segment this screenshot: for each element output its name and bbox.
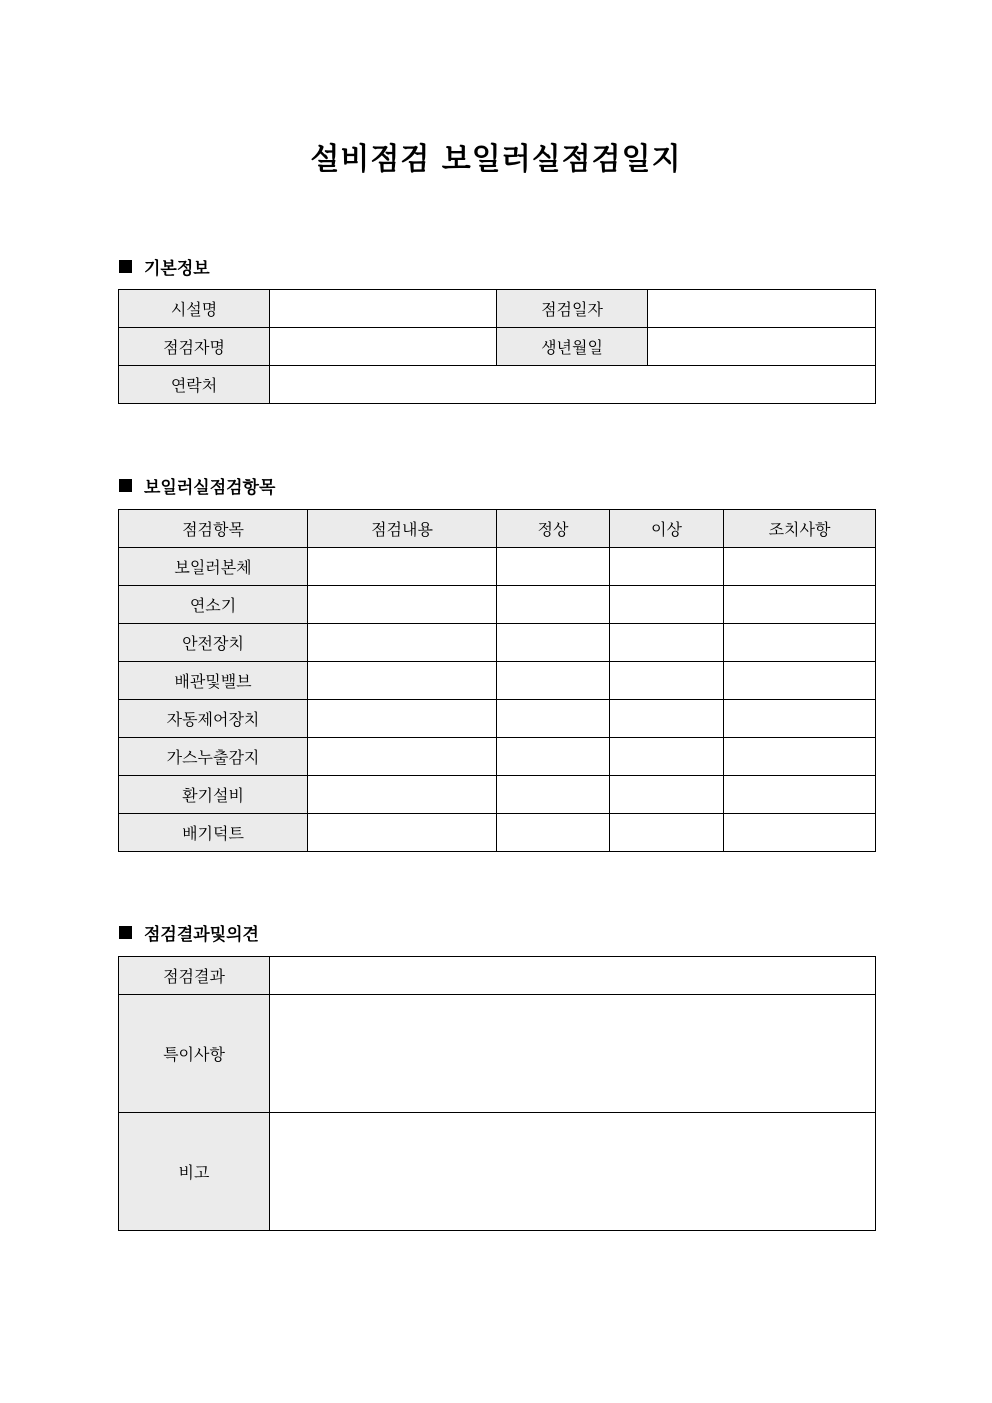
abnormal-cell[interactable] — [610, 776, 724, 814]
results-table — [118, 956, 876, 1231]
birth-date-field[interactable] — [648, 328, 876, 366]
square-bullet-icon — [119, 479, 132, 492]
square-bullet-icon — [119, 260, 132, 273]
content-cell[interactable] — [308, 624, 497, 662]
section-heading-results — [119, 920, 259, 945]
action-cell[interactable] — [724, 738, 876, 776]
result-field[interactable] — [270, 957, 876, 995]
normal-cell[interactable] — [497, 662, 610, 700]
row-label: 배관및밸브 — [119, 662, 308, 700]
table-row — [119, 662, 876, 700]
action-cell[interactable] — [724, 548, 876, 586]
remarks-field[interactable] — [270, 1113, 876, 1231]
inspection-date-label: 점검일자 — [497, 290, 648, 328]
row-label: 가스누출감지 — [119, 738, 308, 776]
section-heading-basic-info — [119, 254, 210, 279]
table-row — [119, 776, 876, 814]
table-row — [119, 957, 876, 995]
column-header-abnormal: 이상 — [610, 510, 724, 548]
abnormal-cell[interactable] — [610, 624, 724, 662]
content-cell[interactable] — [308, 738, 497, 776]
normal-cell[interactable] — [497, 738, 610, 776]
abnormal-cell[interactable] — [610, 700, 724, 738]
notes-label: 특이사항 — [119, 995, 270, 1113]
content-cell[interactable] — [308, 586, 497, 624]
table-row — [119, 366, 876, 404]
table-row — [119, 586, 876, 624]
inspector-name-field[interactable] — [270, 328, 497, 366]
table-row — [119, 814, 876, 852]
table-row — [119, 738, 876, 776]
action-cell[interactable] — [724, 586, 876, 624]
normal-cell[interactable] — [497, 814, 610, 852]
contact-field[interactable] — [270, 366, 876, 404]
page-title: 설비점검 보일러실점검일지 — [310, 142, 682, 177]
content-cell[interactable] — [308, 662, 497, 700]
column-header-item: 점검항목 — [119, 510, 308, 548]
inspector-name-label: 점검자명 — [119, 328, 270, 366]
contact-label: 연락처 — [119, 366, 270, 404]
table-row — [119, 290, 876, 328]
row-label: 연소기 — [119, 586, 308, 624]
section-heading-label: 점검결과및의견 — [144, 925, 259, 945]
table-header-row — [119, 510, 876, 548]
table-row — [119, 700, 876, 738]
row-label: 안전장치 — [119, 624, 308, 662]
inspection-items-table — [118, 509, 876, 852]
normal-cell[interactable] — [497, 776, 610, 814]
result-label: 점검결과 — [119, 957, 270, 995]
column-header-normal: 정상 — [497, 510, 610, 548]
column-header-content: 점검내용 — [308, 510, 497, 548]
content-cell[interactable] — [308, 814, 497, 852]
normal-cell[interactable] — [497, 548, 610, 586]
row-label: 환기설비 — [119, 776, 308, 814]
remarks-label: 비고 — [119, 1113, 270, 1231]
row-label: 배기덕트 — [119, 814, 308, 852]
row-label: 보일러본체 — [119, 548, 308, 586]
action-cell[interactable] — [724, 662, 876, 700]
section-heading-label: 보일러실점검항목 — [144, 478, 276, 498]
abnormal-cell[interactable] — [610, 738, 724, 776]
abnormal-cell[interactable] — [610, 586, 724, 624]
content-cell[interactable] — [308, 776, 497, 814]
table-row — [119, 1113, 876, 1231]
content-cell[interactable] — [308, 548, 497, 586]
section-heading-label: 기본정보 — [144, 259, 210, 279]
row-label: 자동제어장치 — [119, 700, 308, 738]
inspection-date-field[interactable] — [648, 290, 876, 328]
notes-field[interactable] — [270, 995, 876, 1113]
basic-info-table — [118, 289, 876, 404]
table-row — [119, 548, 876, 586]
normal-cell[interactable] — [497, 700, 610, 738]
content-cell[interactable] — [308, 700, 497, 738]
birth-date-label: 생년월일 — [497, 328, 648, 366]
action-cell[interactable] — [724, 624, 876, 662]
normal-cell[interactable] — [497, 586, 610, 624]
abnormal-cell[interactable] — [610, 814, 724, 852]
abnormal-cell[interactable] — [610, 662, 724, 700]
section-heading-inspection-items — [119, 473, 275, 498]
table-row — [119, 328, 876, 366]
table-row — [119, 624, 876, 662]
table-row — [119, 995, 876, 1113]
action-cell[interactable] — [724, 776, 876, 814]
action-cell[interactable] — [724, 814, 876, 852]
abnormal-cell[interactable] — [610, 548, 724, 586]
facility-name-field[interactable] — [270, 290, 497, 328]
normal-cell[interactable] — [497, 624, 610, 662]
column-header-action: 조치사항 — [724, 510, 876, 548]
square-bullet-icon — [119, 926, 132, 939]
action-cell[interactable] — [724, 700, 876, 738]
facility-name-label: 시설명 — [119, 290, 270, 328]
